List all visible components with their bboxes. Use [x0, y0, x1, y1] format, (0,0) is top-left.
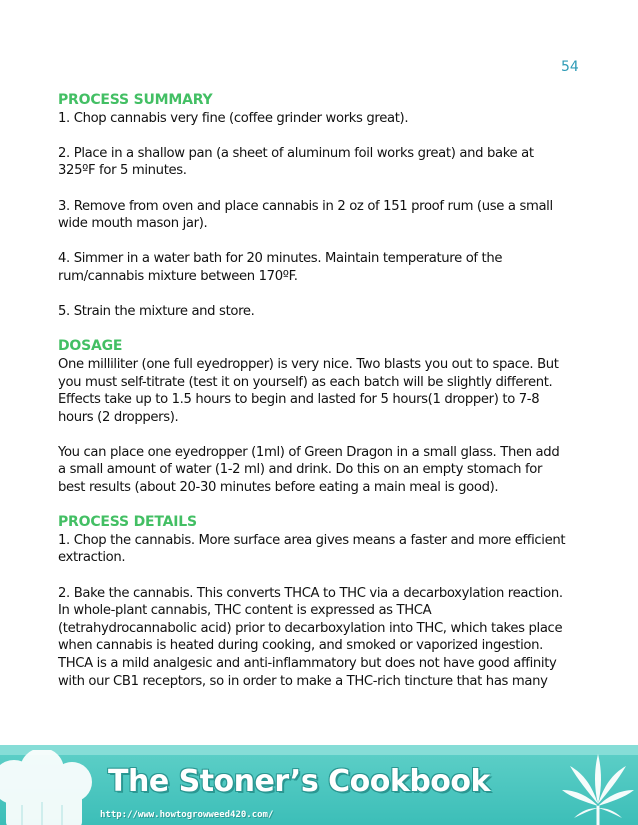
- footer-title: The Stoner’s Cookbook: [108, 764, 490, 799]
- section-heading: PROCESS SUMMARY: [58, 92, 213, 108]
- section-heading: PROCESS DETAILS: [58, 514, 197, 531]
- section-dosage: [58, 338, 588, 496]
- paragraph: 2. Place in a shallow pan (a sheet of aluminum foil works great) and bake at 325ºF for 5 minutes.: [58, 145, 534, 179]
- paragraph: 1. Chop cannabis very fine (coffee grinder works great).: [58, 110, 409, 126]
- page-number: 54: [561, 59, 579, 75]
- paragraph: 4. Simmer in a water bath for 20 minutes. Maintain temperature of the rum/cannabis mixture between 170ºF.: [58, 251, 503, 284]
- chef-hat-icon: [0, 750, 102, 825]
- paragraph: You can place one eyedropper (1ml) of Green Dragon in a small glass. Then add a small amount of water (1-2 ml) and drink. Do this on an empty stomach for best results (about 20-30 minutes before eating a main meal is good).: [58, 444, 560, 496]
- paragraph: One milliliter (one full eyedropper) is very nice. Two blasts you out to space. But you must self-titrate (test it on yourself) as each batch will be slightly different. Effects take up to 1.5 hours to begin and lasted for 5 hours(1 dropper) to 7-8 hours (2 droppers).: [58, 356, 559, 425]
- cannabis-leaf-icon: [560, 752, 636, 825]
- paragraph: 2. Bake the cannabis. This converts THCA to THC via a decarboxylation reaction. In whole-plant cannabis, THC content is expressed as THCA (tetrahydrocannabolic acid) prior to decarboxylation into THC, which takes place when cannabis is heated during cooking, and smoked or vaporized ingestion. THCA is a mild analgesic and anti-inflammatory but does not have good affinity with our CB1 receptors, so in order to make a THC-rich tincture that has many: [58, 585, 563, 689]
- paragraph: 1. Chop the cannabis. More surface area gives means a faster and more efficient extraction.: [58, 532, 566, 566]
- paragraph: 5. Strain the mixture and store.: [58, 304, 255, 320]
- section-heading: DOSAGE: [58, 338, 123, 355]
- section-process-summary: [58, 92, 588, 321]
- footer-url-link[interactable]: http://www.howtogrowweed420.com/: [100, 810, 274, 820]
- page-content: [58, 92, 588, 708]
- paragraph: 3. Remove from oven and place cannabis in 2 oz of 151 proof rum (use a small wide mouth mason jar).: [58, 198, 553, 232]
- section-process-details: [58, 514, 588, 690]
